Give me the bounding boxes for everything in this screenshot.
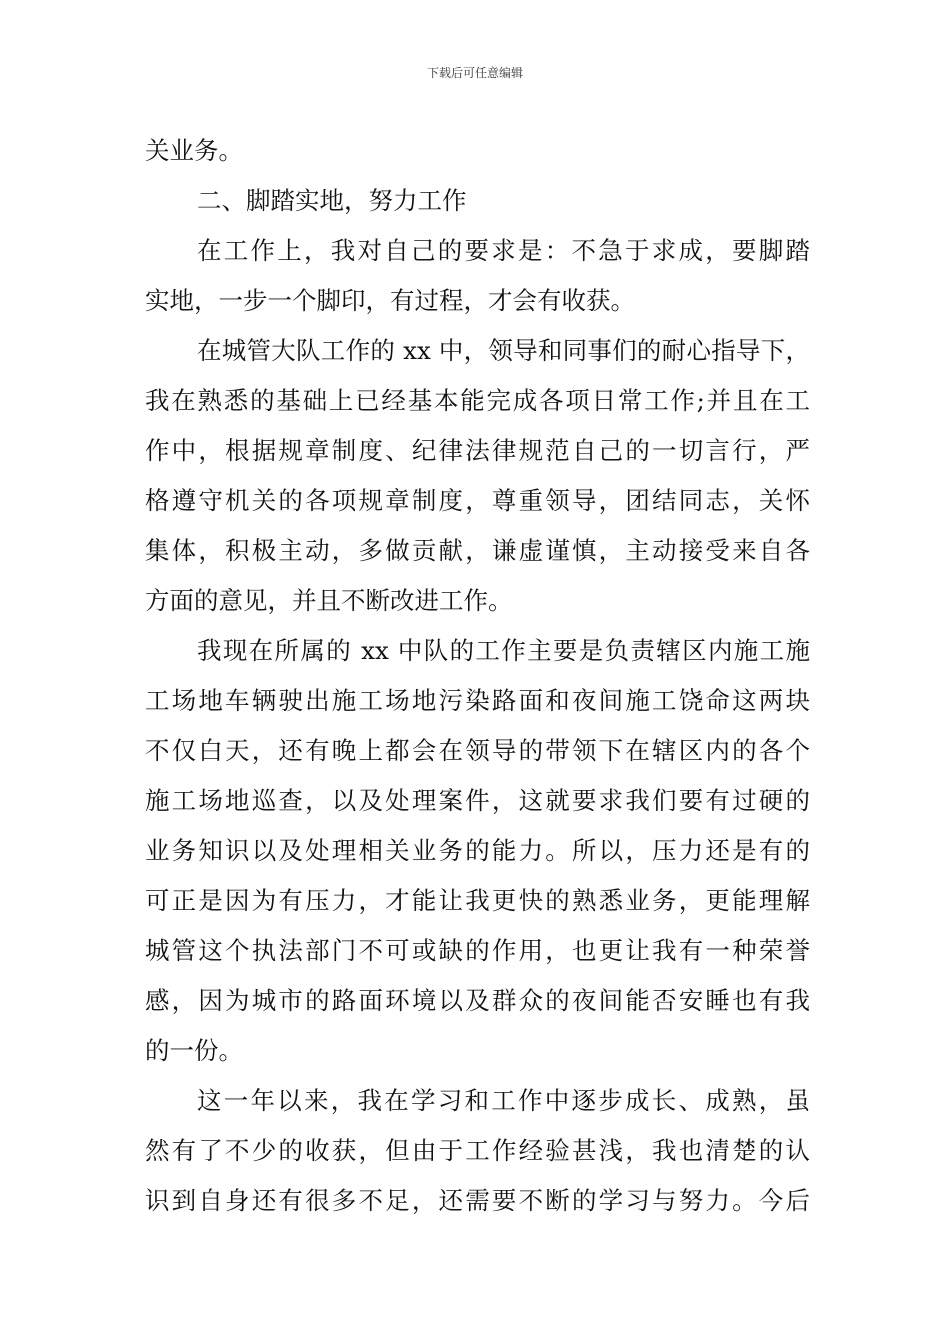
text-line: 施工场地巡查，以及处理案件，这就要求我们要有过硬的 [145, 786, 810, 815]
text-line: 在城管大队工作的 xx 中，领导和同事们的耐心指导下， [197, 336, 810, 365]
text-line: 城管这个执法部门不可或缺的作用，也更让我有一种荣誉 [145, 936, 810, 965]
text-line: 然有了不少的收获，但由于工作经验甚浅，我也清楚的认 [145, 1136, 810, 1165]
text-line: 识到自身还有很多不足，还需要不断的学习与努力。今后 [145, 1186, 810, 1215]
text-line: 感，因为城市的路面环境以及群众的夜间能否安睡也有我 [145, 986, 810, 1015]
text-line: 我在熟悉的基础上已经基本能完成各项日常工作;并且在工 [145, 386, 810, 415]
text-line: 的一份。 [145, 1036, 243, 1065]
text-line: 格遵守机关的各项规章制度，尊重领导，团结同志，关怀 [145, 486, 810, 515]
text-line: 业务知识以及处理相关业务的能力。所以，压力还是有的 [145, 836, 810, 865]
text-line: 可正是因为有压力，才能让我更快的熟悉业务，更能理解 [145, 886, 810, 915]
text-line: 集体，积极主动，多做贡献，谦虚谨慎，主动接受来自各 [145, 536, 810, 565]
text-line: 我现在所属的 xx 中队的工作主要是负责辖区内施工施 [197, 636, 810, 665]
document-body [145, 126, 810, 1226]
text-line: 方面的意见，并且不断改进工作。 [145, 586, 513, 615]
text-line: 在工作上，我对自己的要求是：不急于求成，要脚踏 [197, 236, 810, 265]
section-heading: 二、脚踏实地，努力工作 [197, 186, 467, 215]
page-header-note: 下载后可任意编辑 [426, 66, 523, 80]
text-line: 实地，一步一个脚印，有过程，才会有收获。 [145, 286, 635, 315]
text-line: 作中，根据规章制度、纪律法律规范自己的一切言行，严 [145, 436, 810, 465]
text-line: 这一年以来，我在学习和工作中逐步成长、成熟，虽 [197, 1086, 810, 1115]
text-line: 关业务。 [145, 136, 243, 165]
text-line: 不仅白天，还有晚上都会在领导的带领下在辖区内的各个 [145, 736, 810, 765]
text-line: 工场地车辆驶出施工场地污染路面和夜间施工饶命这两块 [145, 686, 810, 715]
